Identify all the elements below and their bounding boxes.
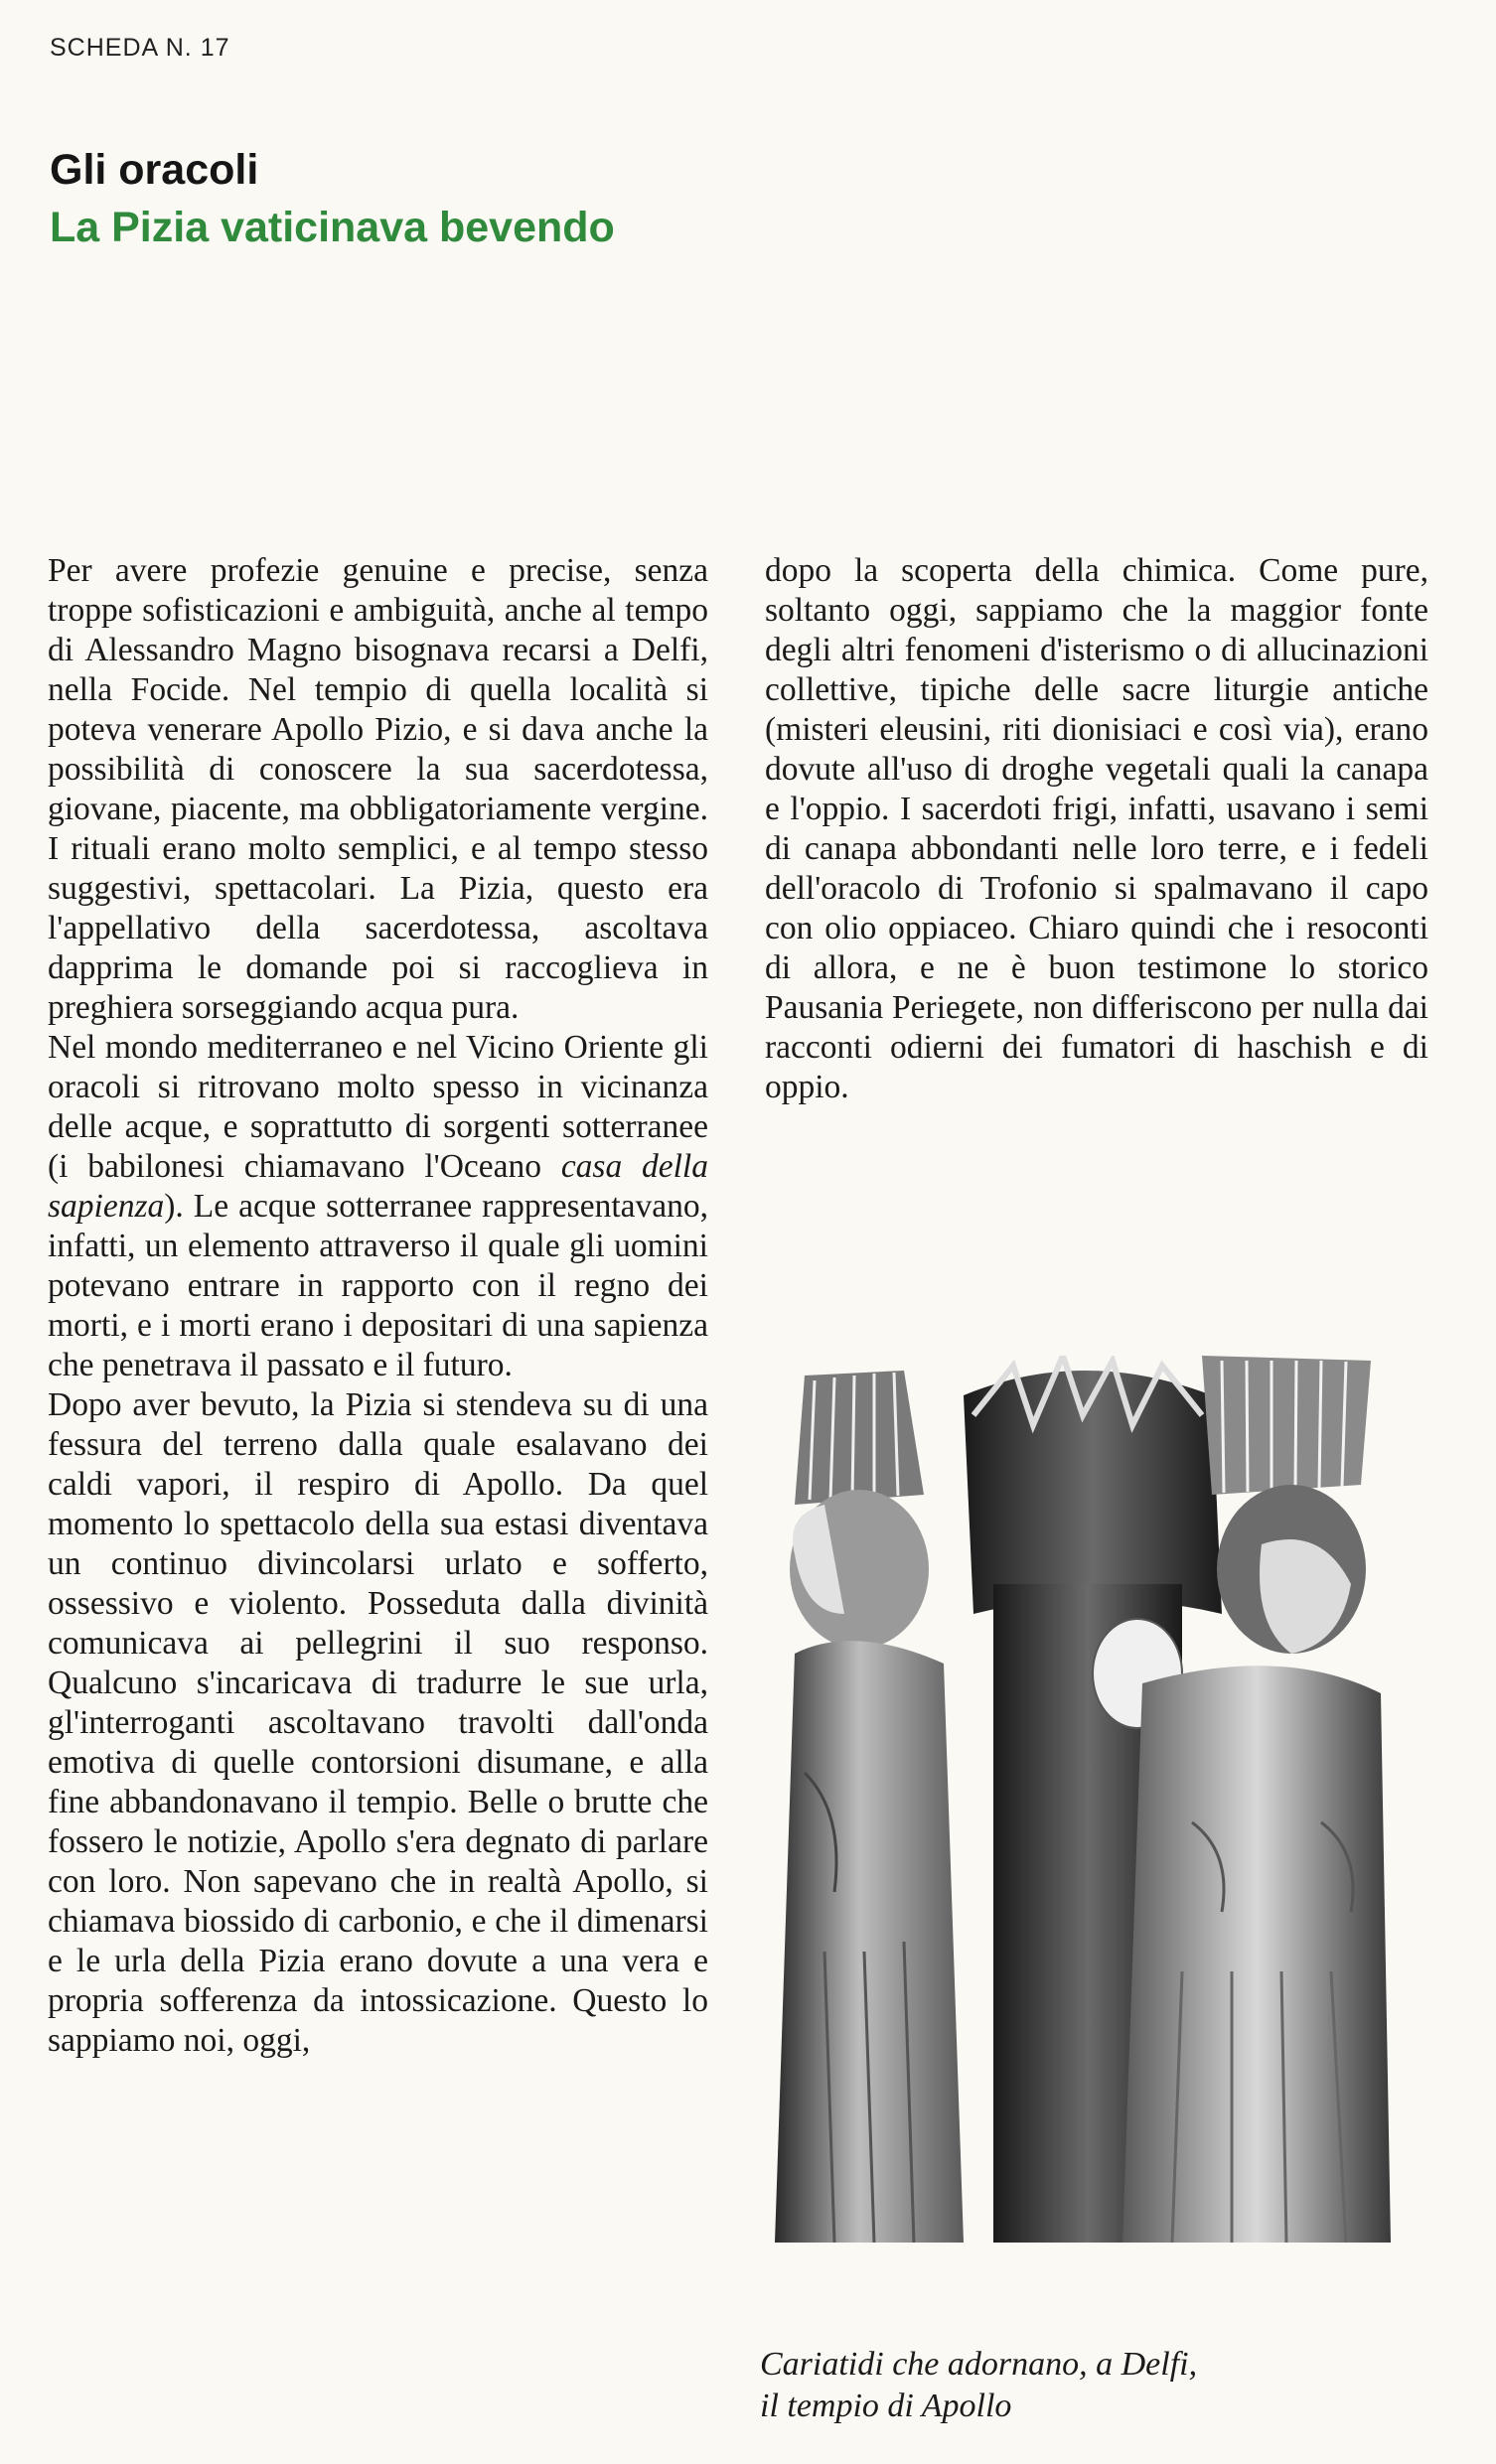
scheda-label: SCHEDA N. 17 bbox=[50, 34, 230, 62]
paragraph-4: dopo la scoperta della chimica. Come pure, soltanto oggi, sappiamo che la maggior fonte degli altri fenomeni d'isterismo o di allucinazioni collettive, tipiche delle sacre liturgie antiche (misteri eleusini, riti dionisiaci e così via), erano dovute all'uso di droghe vegetali quali la canapa e l'oppio. I sacerdoti frigi, infatti, usavano i semi di canapa abbondanti nelle loro terre, e i fedeli dell'oracolo di Trofonio si spalmavano il capo con olio oppiaceo. Chiaro quindi che i resoconti di allora, e ne è buon testimone lo storico Pausania Periegete, non differiscono per nulla dai racconti odierni dei fumatori di haschish e di oppio. bbox=[765, 552, 1428, 1105]
caption-line-1: Cariatidi che adornano, a Delfi, bbox=[760, 2346, 1198, 2383]
page-title bbox=[50, 141, 615, 256]
paragraph-2-text-a: Nel mondo mediterraneo e nel Vicino Oriente gli oracoli si ritrovano molto spesso in vicinanza delle acque, e soprattutto di sorgenti sotterranee (i babilonesi chiamavano l'Oceano bbox=[48, 1029, 708, 1185]
right-column bbox=[765, 551, 1428, 1107]
caryatids-illustration bbox=[765, 1356, 1401, 2243]
paragraph-2 bbox=[48, 1028, 708, 1385]
left-column bbox=[48, 551, 708, 2061]
title-line-1: Gli oracoli bbox=[50, 146, 259, 194]
paragraph-2-text-b: ). Le acque sotterranee rappresentavano, infatti, un elemento attraverso il quale gli uomini potevano entrare in rapporto con il regno dei morti, e i morti erano i depositari di una sapienza che penetrava il passato e il futuro. bbox=[48, 1188, 708, 1383]
paragraph-1: Per avere profezie genuine e precise, senza troppe sofisticazioni e ambiguità, anche al tempo di Alessandro Magno bisognava recarsi a Delfi, nella Focide. Nel tempio di quella località si poteva venerare Apollo Pizio, e si dava anche la possibilità di conoscere la sua sacerdotessa, giovane, piacente, ma obbligatoriamente vergine. I rituali erano molto semplici, e al tempo stesso suggestivi, spettacolari. La Pizia, questo era l'appellativo della sacerdotessa, ascoltava dapprima le domande poi si raccoglieva in preghiera sorseggiando acqua pura. bbox=[48, 552, 708, 1026]
title-line-2: La Pizia vaticinava bevendo bbox=[50, 204, 615, 251]
caryatids-photo bbox=[765, 1356, 1401, 2243]
paragraph-3: Dopo aver bevuto, la Pizia si stendeva su di una fessura del terreno dalla quale esalavano dei caldi vapori, il respiro di Apollo. Da quel momento lo spettacolo della sua estasi diventava un continuo divincolarsi urlato e sofferto, ossessivo e violento. Posseduta dalla divinità comunicava ai pellegrini il suo responso. Qualcuno s'incaricava di tradurre le sue urla, gl'interroganti ascoltavano travolti dall'onda emotiva di quelle contorsioni disumane, e alla fine abbandonavano il tempio. Belle o brutte che fossero le notizie, Apollo s'era degnato di parlare con loro. Non sapevano che in realtà Apollo, si chiamava biossido di carbonio, e che il dimenarsi e le urla della Pizia erano dovute a una vera e propria sofferenza da intossicazione. Questo lo sappiamo noi, oggi, bbox=[48, 1386, 708, 2059]
paragraph-2-italic: casa della sapienza bbox=[48, 1148, 708, 1225]
figure-caption bbox=[760, 2344, 1197, 2427]
caption-line-2: il tempio di Apollo bbox=[760, 2388, 1012, 2424]
